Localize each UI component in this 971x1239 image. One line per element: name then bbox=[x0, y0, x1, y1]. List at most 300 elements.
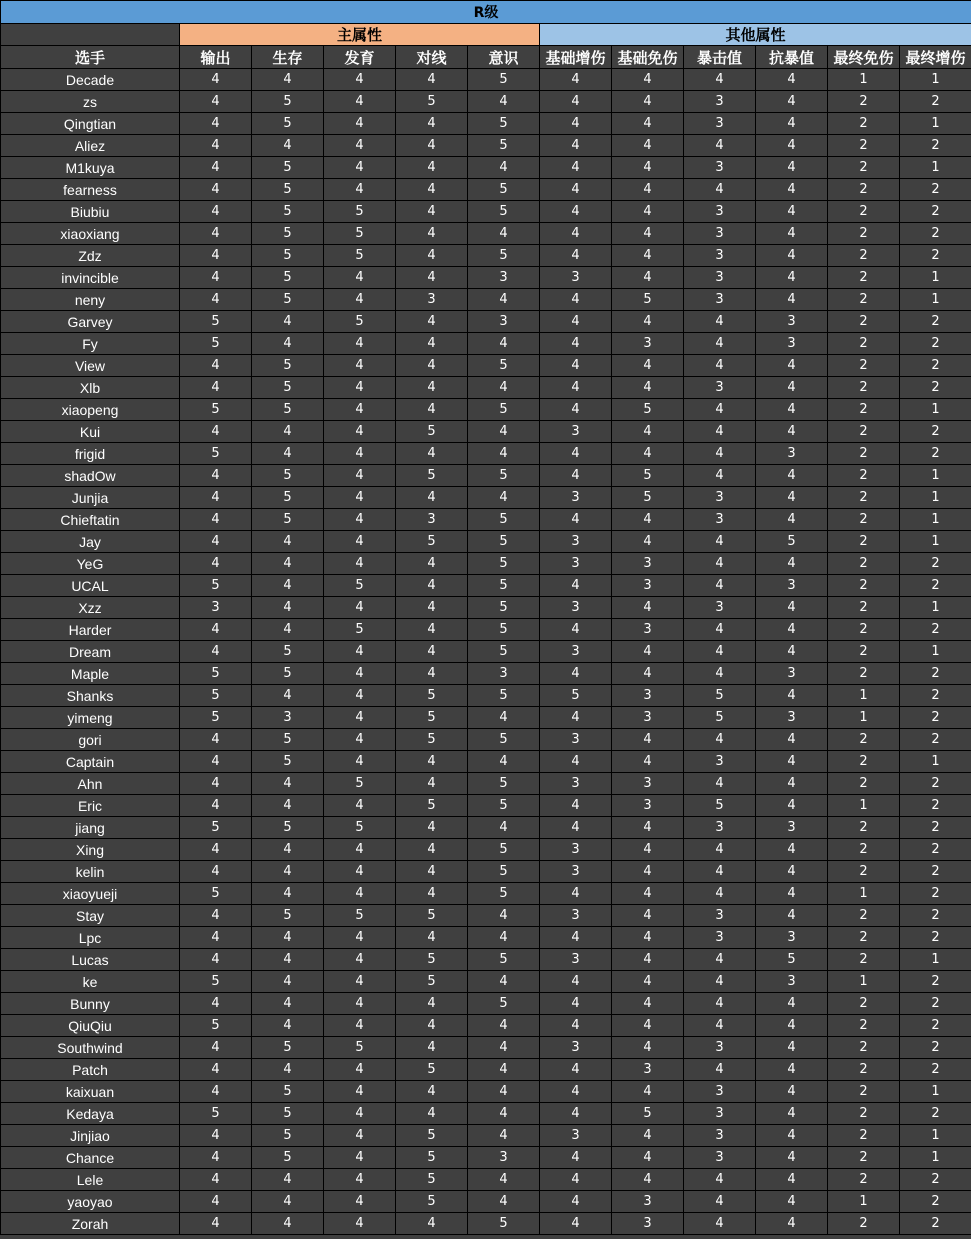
attribute-cell: 2 bbox=[900, 421, 971, 443]
attribute-cell: 4 bbox=[396, 927, 468, 949]
attribute-cell: 4 bbox=[612, 245, 684, 267]
attribute-cell: 5 bbox=[324, 1037, 396, 1059]
attribute-cell: 4 bbox=[252, 553, 324, 575]
attribute-cell: 2 bbox=[828, 377, 900, 399]
table-row bbox=[1, 685, 971, 707]
table-row bbox=[1, 1059, 971, 1081]
attribute-cell: 5 bbox=[468, 201, 540, 223]
table-row bbox=[1, 311, 971, 333]
table-row bbox=[1, 1015, 971, 1037]
attribute-cell: 1 bbox=[900, 267, 971, 289]
attribute-cell: 2 bbox=[900, 1191, 971, 1213]
player-name-cell: Stay bbox=[1, 905, 180, 927]
table-row bbox=[1, 289, 971, 311]
column-header: 抗暴值 bbox=[756, 46, 828, 69]
attribute-cell: 3 bbox=[612, 333, 684, 355]
attribute-cell: 2 bbox=[900, 729, 971, 751]
column-header: 最终增伤 bbox=[900, 46, 971, 69]
attribute-cell: 4 bbox=[180, 839, 252, 861]
attribute-cell: 4 bbox=[252, 795, 324, 817]
attribute-cell: 4 bbox=[612, 1169, 684, 1191]
attribute-cell: 5 bbox=[324, 773, 396, 795]
attribute-cell: 2 bbox=[828, 443, 900, 465]
attribute-cell: 4 bbox=[324, 333, 396, 355]
attribute-cell: 4 bbox=[468, 905, 540, 927]
attribute-cell: 1 bbox=[828, 69, 900, 91]
attribute-cell: 4 bbox=[180, 773, 252, 795]
attribute-cell: 4 bbox=[468, 707, 540, 729]
attribute-cell: 4 bbox=[180, 641, 252, 663]
attribute-cell: 4 bbox=[612, 1037, 684, 1059]
table-row bbox=[1, 377, 971, 399]
attribute-cell: 2 bbox=[900, 201, 971, 223]
attribute-cell: 4 bbox=[396, 399, 468, 421]
attribute-cell: 4 bbox=[324, 1059, 396, 1081]
attribute-cell: 4 bbox=[468, 1081, 540, 1103]
attribute-cell: 4 bbox=[324, 751, 396, 773]
attribute-cell: 4 bbox=[756, 135, 828, 157]
attribute-cell: 4 bbox=[540, 355, 612, 377]
table-row bbox=[1, 113, 971, 135]
attribute-cell: 4 bbox=[252, 773, 324, 795]
attribute-cell: 4 bbox=[540, 223, 612, 245]
attribute-cell: 5 bbox=[252, 905, 324, 927]
attribute-cell: 4 bbox=[612, 443, 684, 465]
attribute-cell: 2 bbox=[828, 487, 900, 509]
attribute-cell: 4 bbox=[396, 641, 468, 663]
table-row bbox=[1, 91, 971, 113]
attribute-cell: 4 bbox=[396, 443, 468, 465]
attribute-cell: 5 bbox=[252, 663, 324, 685]
attribute-cell: 3 bbox=[468, 663, 540, 685]
attribute-cell: 4 bbox=[396, 245, 468, 267]
attribute-cell: 4 bbox=[684, 333, 756, 355]
attribute-cell: 5 bbox=[252, 487, 324, 509]
column-header: 对线 bbox=[396, 46, 468, 69]
table-row bbox=[1, 201, 971, 223]
table-row bbox=[1, 927, 971, 949]
attribute-cell: 4 bbox=[756, 839, 828, 861]
attribute-cell: 4 bbox=[612, 311, 684, 333]
table-row bbox=[1, 333, 971, 355]
attribute-cell: 3 bbox=[684, 157, 756, 179]
player-name-cell: Maple bbox=[1, 663, 180, 685]
attribute-cell: 5 bbox=[468, 839, 540, 861]
column-header: 发育 bbox=[324, 46, 396, 69]
attribute-cell: 4 bbox=[612, 157, 684, 179]
table-row bbox=[1, 179, 971, 201]
player-name-cell: Lpc bbox=[1, 927, 180, 949]
attribute-cell: 4 bbox=[324, 663, 396, 685]
attribute-cell: 4 bbox=[324, 971, 396, 993]
attribute-cell: 5 bbox=[252, 729, 324, 751]
player-name-cell: Decade bbox=[1, 69, 180, 91]
attribute-cell: 4 bbox=[756, 1169, 828, 1191]
attribute-cell: 4 bbox=[180, 531, 252, 553]
player-name-cell: Bunny bbox=[1, 993, 180, 1015]
player-name-cell: Eric bbox=[1, 795, 180, 817]
attribute-cell: 4 bbox=[468, 333, 540, 355]
attribute-cell: 4 bbox=[324, 399, 396, 421]
attribute-cell: 1 bbox=[900, 641, 971, 663]
attribute-cell: 4 bbox=[540, 157, 612, 179]
attribute-cell: 4 bbox=[468, 971, 540, 993]
attribute-cell: 3 bbox=[540, 487, 612, 509]
attribute-cell: 5 bbox=[468, 685, 540, 707]
attribute-cell: 2 bbox=[828, 1037, 900, 1059]
attribute-cell: 4 bbox=[252, 883, 324, 905]
attribute-cell: 5 bbox=[252, 113, 324, 135]
attribute-cell: 2 bbox=[828, 1125, 900, 1147]
attribute-cell: 5 bbox=[324, 905, 396, 927]
attribute-cell: 5 bbox=[396, 531, 468, 553]
attribute-cell: 5 bbox=[684, 707, 756, 729]
attribute-cell: 5 bbox=[252, 267, 324, 289]
group-header-other: 其他属性 bbox=[540, 24, 971, 46]
attribute-cell: 4 bbox=[180, 1213, 252, 1235]
attribute-cell: 5 bbox=[468, 553, 540, 575]
attribute-cell: 2 bbox=[828, 1169, 900, 1191]
attribute-cell: 4 bbox=[756, 1015, 828, 1037]
attribute-cell: 5 bbox=[612, 487, 684, 509]
attribute-cell: 4 bbox=[756, 641, 828, 663]
attribute-cell: 5 bbox=[396, 729, 468, 751]
table-row bbox=[1, 157, 971, 179]
attribute-cell: 4 bbox=[324, 377, 396, 399]
attribute-cell: 4 bbox=[180, 113, 252, 135]
attribute-cell: 2 bbox=[828, 751, 900, 773]
player-name-cell: Patch bbox=[1, 1059, 180, 1081]
attribute-cell: 3 bbox=[612, 575, 684, 597]
attribute-cell: 4 bbox=[540, 1015, 612, 1037]
table-row bbox=[1, 707, 971, 729]
attribute-cell: 4 bbox=[180, 1147, 252, 1169]
attribute-cell: 3 bbox=[756, 311, 828, 333]
attribute-cell: 4 bbox=[756, 69, 828, 91]
attribute-cell: 4 bbox=[396, 487, 468, 509]
attribute-cell: 3 bbox=[540, 949, 612, 971]
attribute-cell: 4 bbox=[396, 113, 468, 135]
attribute-cell: 4 bbox=[324, 949, 396, 971]
attribute-cell: 4 bbox=[684, 663, 756, 685]
attribute-cell: 5 bbox=[396, 905, 468, 927]
attribute-cell: 4 bbox=[324, 1191, 396, 1213]
attribute-cell: 4 bbox=[324, 861, 396, 883]
attribute-cell: 4 bbox=[324, 531, 396, 553]
attribute-cell: 4 bbox=[612, 509, 684, 531]
attribute-cell: 4 bbox=[252, 311, 324, 333]
attribute-cell: 2 bbox=[900, 993, 971, 1015]
table-row bbox=[1, 1125, 971, 1147]
attribute-cell: 2 bbox=[828, 531, 900, 553]
attribute-cell: 4 bbox=[612, 223, 684, 245]
player-name-cell: Fy bbox=[1, 333, 180, 355]
attribute-cell: 4 bbox=[396, 179, 468, 201]
attribute-cell: 3 bbox=[612, 1059, 684, 1081]
attribute-cell: 4 bbox=[612, 751, 684, 773]
attribute-cell: 5 bbox=[468, 1213, 540, 1235]
attribute-cell: 5 bbox=[756, 531, 828, 553]
table-row bbox=[1, 1169, 971, 1191]
attribute-cell: 4 bbox=[684, 1059, 756, 1081]
player-name-cell: Kui bbox=[1, 421, 180, 443]
attribute-cell: 3 bbox=[612, 707, 684, 729]
attribute-cell: 4 bbox=[180, 993, 252, 1015]
attribute-cell: 2 bbox=[900, 179, 971, 201]
attribute-cell: 4 bbox=[180, 1169, 252, 1191]
attribute-cell: 4 bbox=[684, 311, 756, 333]
attribute-cell: 1 bbox=[900, 751, 971, 773]
attribute-cell: 3 bbox=[684, 113, 756, 135]
attribute-cell: 4 bbox=[612, 91, 684, 113]
column-header: 生存 bbox=[252, 46, 324, 69]
player-name-cell: Qingtian bbox=[1, 113, 180, 135]
attribute-cell: 4 bbox=[396, 883, 468, 905]
attribute-cell: 4 bbox=[612, 1147, 684, 1169]
table-row bbox=[1, 883, 971, 905]
attribute-cell: 4 bbox=[540, 751, 612, 773]
attribute-cell: 1 bbox=[900, 531, 971, 553]
attribute-cell: 4 bbox=[612, 729, 684, 751]
attribute-cell: 4 bbox=[612, 883, 684, 905]
attribute-cell: 4 bbox=[756, 1081, 828, 1103]
attribute-cell: 3 bbox=[684, 817, 756, 839]
attribute-cell: 5 bbox=[396, 1147, 468, 1169]
attribute-cell: 5 bbox=[252, 751, 324, 773]
attribute-cell: 4 bbox=[756, 905, 828, 927]
player-name-cell: fearness bbox=[1, 179, 180, 201]
attribute-cell: 4 bbox=[612, 267, 684, 289]
attribute-cell: 4 bbox=[396, 1103, 468, 1125]
attribute-cell: 5 bbox=[252, 1081, 324, 1103]
attribute-cell: 5 bbox=[468, 531, 540, 553]
player-name-cell: Xing bbox=[1, 839, 180, 861]
table-row bbox=[1, 531, 971, 553]
attribute-cell: 4 bbox=[684, 575, 756, 597]
attribute-cell: 4 bbox=[468, 1015, 540, 1037]
attribute-cell: 4 bbox=[252, 1213, 324, 1235]
attribute-cell: 4 bbox=[756, 289, 828, 311]
attribute-cell: 5 bbox=[180, 1015, 252, 1037]
attribute-cell: 4 bbox=[756, 487, 828, 509]
attribute-cell: 4 bbox=[612, 993, 684, 1015]
player-name-cell: shadOw bbox=[1, 465, 180, 487]
attribute-cell: 4 bbox=[396, 355, 468, 377]
attribute-cell: 2 bbox=[900, 1213, 971, 1235]
attribute-cell: 4 bbox=[180, 751, 252, 773]
attribute-cell: 4 bbox=[756, 1125, 828, 1147]
player-name-cell: Xzz bbox=[1, 597, 180, 619]
attribute-cell: 5 bbox=[180, 707, 252, 729]
attribute-cell: 4 bbox=[324, 839, 396, 861]
attribute-cell: 4 bbox=[252, 333, 324, 355]
attribute-cell: 2 bbox=[828, 663, 900, 685]
attribute-cell: 4 bbox=[468, 91, 540, 113]
attribute-cell: 4 bbox=[180, 927, 252, 949]
attribute-cell: 1 bbox=[900, 597, 971, 619]
attribute-cell: 2 bbox=[828, 641, 900, 663]
attribute-cell: 4 bbox=[612, 113, 684, 135]
attribute-cell: 4 bbox=[756, 619, 828, 641]
attribute-cell: 5 bbox=[396, 707, 468, 729]
table-row bbox=[1, 817, 971, 839]
attribute-cell: 4 bbox=[756, 685, 828, 707]
attribute-cell: 4 bbox=[684, 443, 756, 465]
attribute-cell: 4 bbox=[324, 179, 396, 201]
attribute-cell: 4 bbox=[396, 773, 468, 795]
attribute-cell: 3 bbox=[540, 729, 612, 751]
attribute-cell: 1 bbox=[828, 707, 900, 729]
player-name-cell: YeG bbox=[1, 553, 180, 575]
attribute-cell: 5 bbox=[252, 509, 324, 531]
attribute-cell: 5 bbox=[468, 597, 540, 619]
player-name-cell: Zorah bbox=[1, 1213, 180, 1235]
attribute-cell: 4 bbox=[756, 751, 828, 773]
table-row bbox=[1, 861, 971, 883]
attribute-cell: 4 bbox=[252, 597, 324, 619]
attribute-cell: 2 bbox=[900, 377, 971, 399]
table-row bbox=[1, 575, 971, 597]
attribute-cell: 3 bbox=[540, 531, 612, 553]
attribute-cell: 4 bbox=[684, 355, 756, 377]
attribute-cell: 4 bbox=[468, 1125, 540, 1147]
attribute-cell: 2 bbox=[900, 817, 971, 839]
attribute-cell: 2 bbox=[900, 905, 971, 927]
attribute-cell: 4 bbox=[180, 377, 252, 399]
attribute-cell: 3 bbox=[684, 1125, 756, 1147]
attribute-cell: 3 bbox=[684, 927, 756, 949]
attribute-cell: 2 bbox=[828, 839, 900, 861]
attribute-cell: 3 bbox=[180, 597, 252, 619]
attribute-cell: 2 bbox=[828, 509, 900, 531]
attribute-cell: 4 bbox=[396, 619, 468, 641]
attribute-cell: 4 bbox=[180, 1059, 252, 1081]
attribute-cell: 2 bbox=[900, 553, 971, 575]
attribute-cell: 5 bbox=[180, 663, 252, 685]
player-name-cell: UCAL bbox=[1, 575, 180, 597]
attribute-cell: 5 bbox=[468, 883, 540, 905]
attribute-cell: 4 bbox=[324, 1169, 396, 1191]
attribute-cell: 4 bbox=[684, 883, 756, 905]
attribute-cell: 4 bbox=[756, 223, 828, 245]
table-row bbox=[1, 421, 971, 443]
attribute-cell: 4 bbox=[396, 817, 468, 839]
player-name-cell: M1kuya bbox=[1, 157, 180, 179]
player-name-cell: Jay bbox=[1, 531, 180, 553]
attribute-cell: 4 bbox=[684, 619, 756, 641]
attribute-cell: 4 bbox=[252, 421, 324, 443]
attribute-cell: 4 bbox=[180, 905, 252, 927]
attribute-cell: 4 bbox=[324, 157, 396, 179]
attribute-cell: 5 bbox=[324, 201, 396, 223]
attribute-cell: 3 bbox=[612, 1213, 684, 1235]
attribute-cell: 5 bbox=[252, 179, 324, 201]
attribute-cell: 2 bbox=[900, 1015, 971, 1037]
player-name-cell: Shanks bbox=[1, 685, 180, 707]
attribute-cell: 4 bbox=[396, 223, 468, 245]
attribute-cell: 4 bbox=[756, 91, 828, 113]
attribute-cell: 2 bbox=[900, 663, 971, 685]
attribute-cell: 5 bbox=[468, 135, 540, 157]
attribute-cell: 1 bbox=[900, 465, 971, 487]
attribute-cell: 3 bbox=[756, 333, 828, 355]
attribute-cell: 2 bbox=[828, 1147, 900, 1169]
attribute-cell: 4 bbox=[252, 531, 324, 553]
attribute-cell: 1 bbox=[828, 883, 900, 905]
attribute-cell: 4 bbox=[252, 1059, 324, 1081]
attribute-cell: 4 bbox=[612, 69, 684, 91]
attribute-cell: 4 bbox=[540, 465, 612, 487]
attribute-cell: 4 bbox=[324, 927, 396, 949]
attribute-cell: 4 bbox=[756, 465, 828, 487]
attribute-cell: 4 bbox=[180, 509, 252, 531]
attribute-cell: 4 bbox=[540, 1213, 612, 1235]
attribute-cell: 5 bbox=[324, 619, 396, 641]
attribute-cell: 5 bbox=[396, 465, 468, 487]
attribute-cell: 3 bbox=[684, 509, 756, 531]
attribute-cell: 4 bbox=[540, 619, 612, 641]
attribute-cell: 1 bbox=[900, 113, 971, 135]
attribute-cell: 2 bbox=[828, 905, 900, 927]
group-header-main: 主属性 bbox=[180, 24, 540, 46]
attribute-cell: 5 bbox=[396, 1169, 468, 1191]
attribute-cell: 2 bbox=[900, 773, 971, 795]
attribute-cell: 4 bbox=[180, 729, 252, 751]
player-name-cell: Kedaya bbox=[1, 1103, 180, 1125]
attribute-cell: 3 bbox=[684, 223, 756, 245]
attribute-cell: 4 bbox=[396, 663, 468, 685]
attribute-cell: 4 bbox=[540, 1059, 612, 1081]
attribute-cell: 4 bbox=[324, 509, 396, 531]
attribute-cell: 5 bbox=[252, 157, 324, 179]
attribute-cell: 4 bbox=[396, 839, 468, 861]
attribute-cell: 4 bbox=[324, 883, 396, 905]
attribute-cell: 5 bbox=[396, 1125, 468, 1147]
attribute-cell: 4 bbox=[684, 1191, 756, 1213]
attribute-cell: 4 bbox=[540, 971, 612, 993]
player-name-cell: frigid bbox=[1, 443, 180, 465]
attribute-cell: 4 bbox=[684, 729, 756, 751]
attribute-cell: 4 bbox=[540, 993, 612, 1015]
attribute-cell: 5 bbox=[324, 817, 396, 839]
attribute-cell: 5 bbox=[180, 333, 252, 355]
attribute-cell: 5 bbox=[468, 69, 540, 91]
attribute-cell: 4 bbox=[180, 245, 252, 267]
attribute-cell: 3 bbox=[756, 663, 828, 685]
attribute-cell: 5 bbox=[180, 399, 252, 421]
table-row bbox=[1, 69, 971, 91]
attribute-cell: 4 bbox=[252, 69, 324, 91]
player-name-cell: Garvey bbox=[1, 311, 180, 333]
attribute-cell: 4 bbox=[396, 333, 468, 355]
attribute-cell: 3 bbox=[540, 861, 612, 883]
attribute-cell: 2 bbox=[900, 971, 971, 993]
attribute-cell: 5 bbox=[396, 91, 468, 113]
attribute-cell: 5 bbox=[468, 355, 540, 377]
attribute-cell: 4 bbox=[756, 1103, 828, 1125]
attribute-cell: 5 bbox=[252, 245, 324, 267]
player-name-cell: Zdz bbox=[1, 245, 180, 267]
attribute-cell: 5 bbox=[468, 641, 540, 663]
attribute-cell: 2 bbox=[828, 91, 900, 113]
player-name-cell: jiang bbox=[1, 817, 180, 839]
table-row bbox=[1, 223, 971, 245]
attribute-cell: 5 bbox=[252, 289, 324, 311]
attribute-cell: 4 bbox=[396, 993, 468, 1015]
attribute-cell: 5 bbox=[180, 685, 252, 707]
player-name-cell: View bbox=[1, 355, 180, 377]
attribute-cell: 2 bbox=[828, 333, 900, 355]
